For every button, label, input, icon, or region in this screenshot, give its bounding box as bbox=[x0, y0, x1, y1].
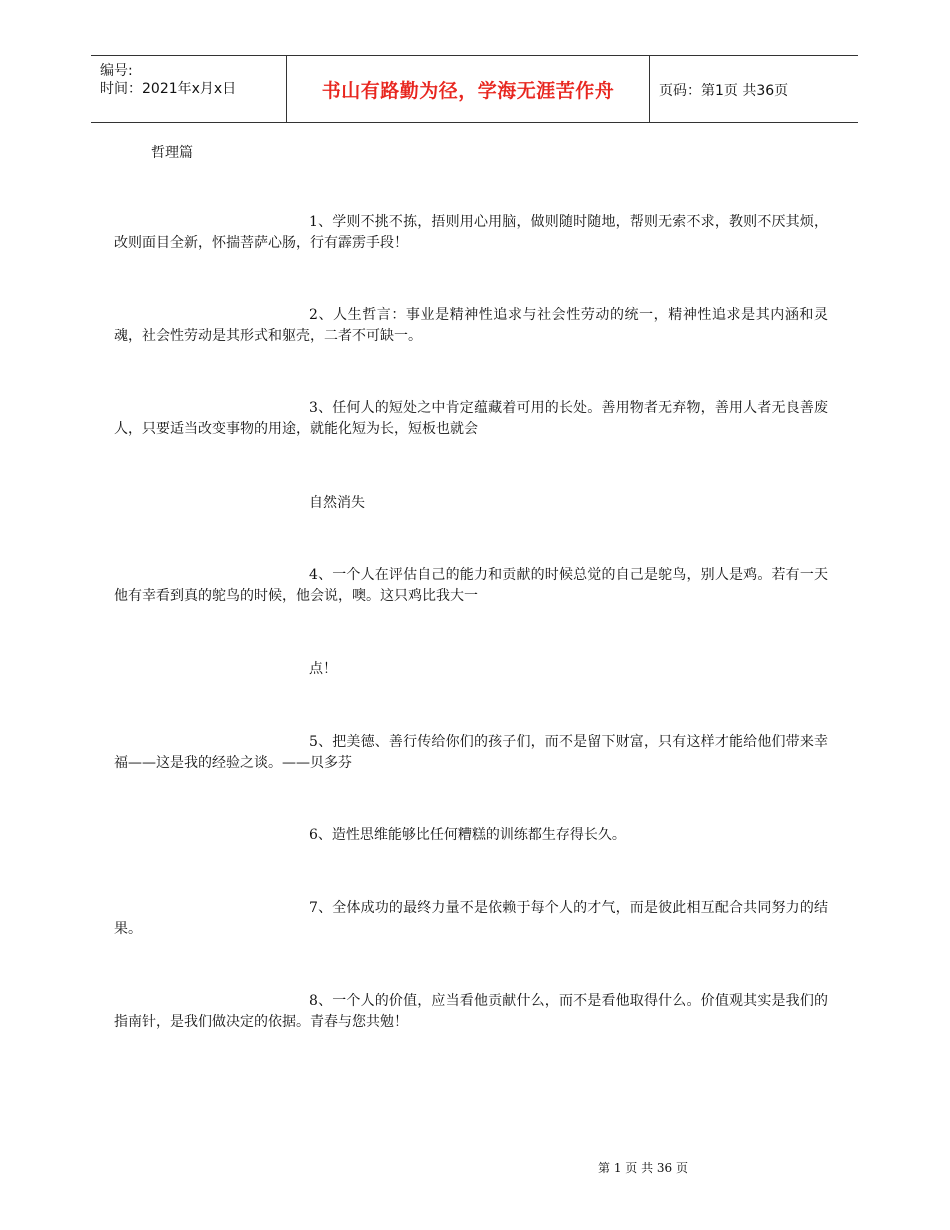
paragraph-7: 7、全体成功的最终力量不是依赖于每个人的才气，而是彼此相互配合共同努力的结果。 bbox=[114, 900, 828, 937]
motto-text: 书山有路勤为径，学海无涯苦作舟 bbox=[321, 79, 615, 102]
paragraph-4-continuation: 点！ bbox=[309, 661, 337, 677]
number-label: 编号: bbox=[100, 63, 133, 79]
page-footer: 第 1 页 共 36 页 bbox=[598, 1161, 688, 1175]
paragraph-1: 1、学则不挑不拣，捂则用心用脑，做则随时随地，帮则无索不求，教则不厌其烦，改则面目全新，怀揣菩萨心肠，行有霹雳手段！ bbox=[114, 214, 828, 251]
paragraph-8: 8、一个人的价值，应当看他贡献什么，而不是看他取得什么。价值观其实是我们的指南针，是我们做决定的依据。青春与您共勉！ bbox=[114, 993, 828, 1030]
paragraph-4: 4、一个人在评估自己的能力和贡献的时候总觉的自己是鸵鸟，别人是鸡。若有一天他有幸看到真的鸵鸟的时候，他会说，噢。这只鸡比我大一 bbox=[114, 567, 828, 604]
time-label: 时间：2021年x月x日 bbox=[100, 81, 237, 97]
paragraph-3: 3、任何人的短处之中肯定蕴藏着可用的长处。善用物者无弃物，善用人者无良善废人，只要适当改变事物的用途，就能化短为长，短板也就会 bbox=[114, 400, 828, 437]
paragraph-2: 2、人生哲言：事业是精神性追求与社会性劳动的统一，精神性追求是其内涵和灵魂，社会性劳动是其形式和躯壳，二者不可缺一。 bbox=[114, 307, 828, 344]
paragraph-5: 5、把美德、善行传给你们的孩子们，而不是留下财富，只有这样才能给他们带来幸福——这是我的经验之谈。——贝多芬 bbox=[114, 734, 828, 771]
document-header bbox=[91, 55, 858, 123]
paragraph-3-continuation: 自然消失 bbox=[309, 495, 365, 511]
header-meta-cell bbox=[91, 56, 287, 122]
section-title: 哲理篇 bbox=[151, 145, 193, 161]
paragraph-6: 6、造性思维能够比任何糟糕的训练都生存得长久。 bbox=[309, 827, 626, 843]
header-page-info: 页码：第1页 共36页 bbox=[659, 83, 789, 99]
header-motto-cell bbox=[287, 56, 650, 122]
